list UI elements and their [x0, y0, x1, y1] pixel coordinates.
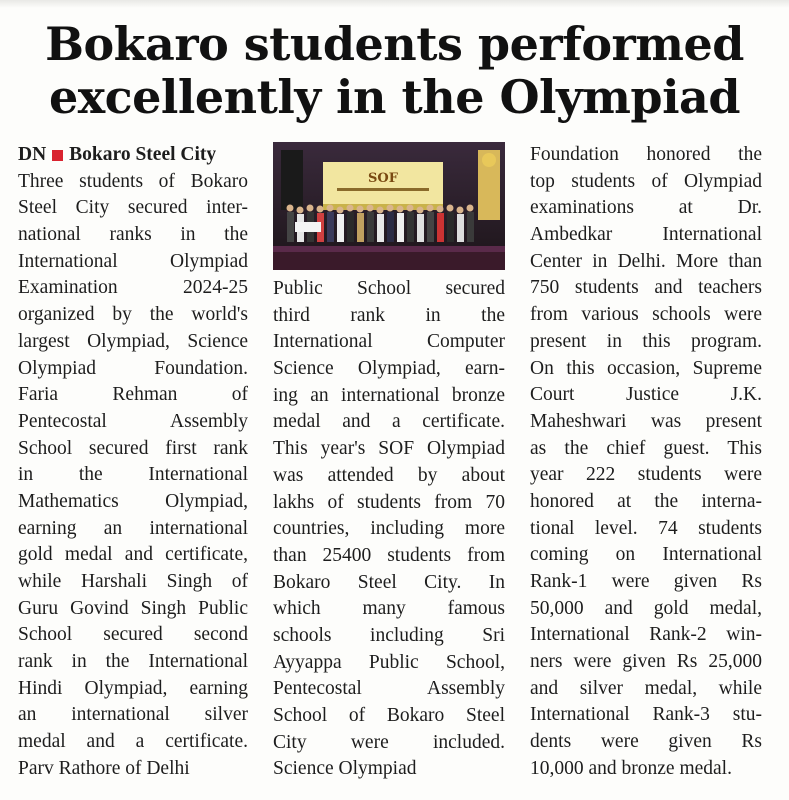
article-text-line: This year's SOF Olympiad [273, 438, 505, 460]
article-text-line: in the International [18, 464, 248, 486]
article-text-line: which many famous [273, 598, 505, 620]
article-text-line: organized by the world's [18, 304, 248, 326]
byline-agency: DN [18, 144, 47, 165]
banner-text: SOF [368, 171, 398, 186]
article-column-2 [273, 142, 505, 783]
article-text-line: honored at the interna- [530, 490, 762, 512]
article-text-line: Mathematics Olympiad, [18, 490, 248, 512]
article-text-line: Foundation honored the [530, 144, 762, 165]
article-text-line: 50,000 and gold medal, [530, 597, 762, 619]
article-text-line: 750 students and teachers [530, 277, 762, 299]
article-text-line: Steel City secured inter- [18, 197, 248, 219]
column-3-text [530, 142, 762, 783]
article-text-line: year 222 students were [530, 464, 762, 486]
article-text-line: than 25400 students from [273, 544, 505, 566]
article-text-line: medal and a certificate. [273, 411, 505, 433]
article-text-line: On this occasion, Supreme [530, 357, 762, 379]
article-text-line: lakhs of students from 70 [273, 491, 505, 513]
article-text-line: dents were given Rs [530, 731, 762, 753]
article-text-line: rank in the International [18, 651, 248, 673]
article-text-line: largest Olympiad, Science [18, 330, 248, 352]
headline-line-2: excellently in the Olympiad [48, 70, 741, 124]
article-text-line: School of Bokaro Steel [273, 705, 505, 726]
article-text-line: Pentecostal Assembly [273, 678, 505, 700]
top-edge-strip [0, 0, 789, 8]
article-text-line: schools including Sri [273, 624, 505, 646]
article-text-line: Faria Rehman of [18, 384, 248, 406]
article-text-line: from various schools were [530, 304, 762, 326]
article-text-line: coming on International [530, 544, 762, 566]
article-text-line: tional level. 74 students [530, 517, 762, 539]
article-text-line: ners were given Rs 25,000 [530, 651, 762, 673]
article-text-line: examinations at Dr. [530, 197, 762, 219]
article-text-line: Guru Govind Singh Public [18, 597, 248, 619]
article-text-line: Examination 2024-25 [18, 277, 248, 299]
byline [18, 142, 248, 169]
article-text-line: Center in Delhi. More than [530, 250, 762, 272]
headline [0, 18, 789, 124]
article-text-line: City were included. [273, 731, 505, 753]
article-text-line: Parv Rathore of Delhi [18, 757, 190, 779]
column-2-text [273, 276, 505, 783]
article-text-line: third rank in the [273, 304, 505, 326]
article-text-line: countries, including more [273, 518, 505, 540]
article-text-line: Maheshwari was present [530, 410, 762, 432]
column-1-text [18, 169, 248, 783]
headline-line-1: Bokaro students performed [45, 17, 744, 71]
article-text-line: present in this program. [530, 330, 762, 352]
article-text-line: an international silver [18, 704, 248, 726]
article-text-line: 10,000 and bronze medal. [530, 757, 732, 779]
article-text-line: Public School secured [273, 278, 505, 299]
article-text-line: International Rank-2 win- [530, 624, 762, 646]
article-text-line: was attended by about [273, 464, 505, 486]
byline-city: Bokaro Steel City [69, 144, 217, 165]
article-text-line: Science Olympiad [273, 758, 417, 780]
article-text-line: International Computer [273, 331, 505, 353]
article-text-line: while Harshali Singh of [18, 571, 248, 592]
article-text-line: and silver medal, while [530, 677, 762, 699]
article-text-line: national ranks in the [18, 224, 248, 246]
article-text-line: ing an international bronze [273, 384, 505, 406]
article-column-1 [18, 142, 248, 783]
red-square-icon [52, 150, 63, 161]
article-text-line: Pentecostal Assembly [18, 410, 248, 432]
article-text-line: School secured first rank [18, 437, 248, 459]
article-text-line: School secured second [18, 624, 248, 646]
article-text-line: International Olympiad [18, 250, 248, 272]
article-text-line: Bokaro Steel City. In [273, 571, 505, 593]
article-column-3 [530, 142, 762, 783]
article-text-line: as the chief guest. This [530, 437, 762, 459]
article-text-line: Court Justice J.K. [530, 384, 762, 406]
article-text-line: Olympiad Foundation. [18, 357, 248, 379]
article-text-line: top students of Olympiad [530, 170, 762, 192]
article-text-line: Three students of Bokaro [18, 170, 248, 192]
article-text-line: earning an international [18, 517, 248, 539]
article-text-line: medal and a certificate. [18, 731, 248, 753]
article-text-line: Science Olympiad, earn- [273, 358, 505, 380]
article-text-line: Rank-1 were given Rs [530, 571, 762, 592]
article-text-line: International Rank-3 stu- [530, 704, 762, 726]
article-text-line: Ambedkar International [530, 224, 762, 246]
article-text-line: Ayyappa Public School, [273, 651, 505, 673]
article-text-line: gold medal and certificate, [18, 544, 248, 566]
article-text-line: Hindi Olympiad, earning [18, 677, 248, 699]
